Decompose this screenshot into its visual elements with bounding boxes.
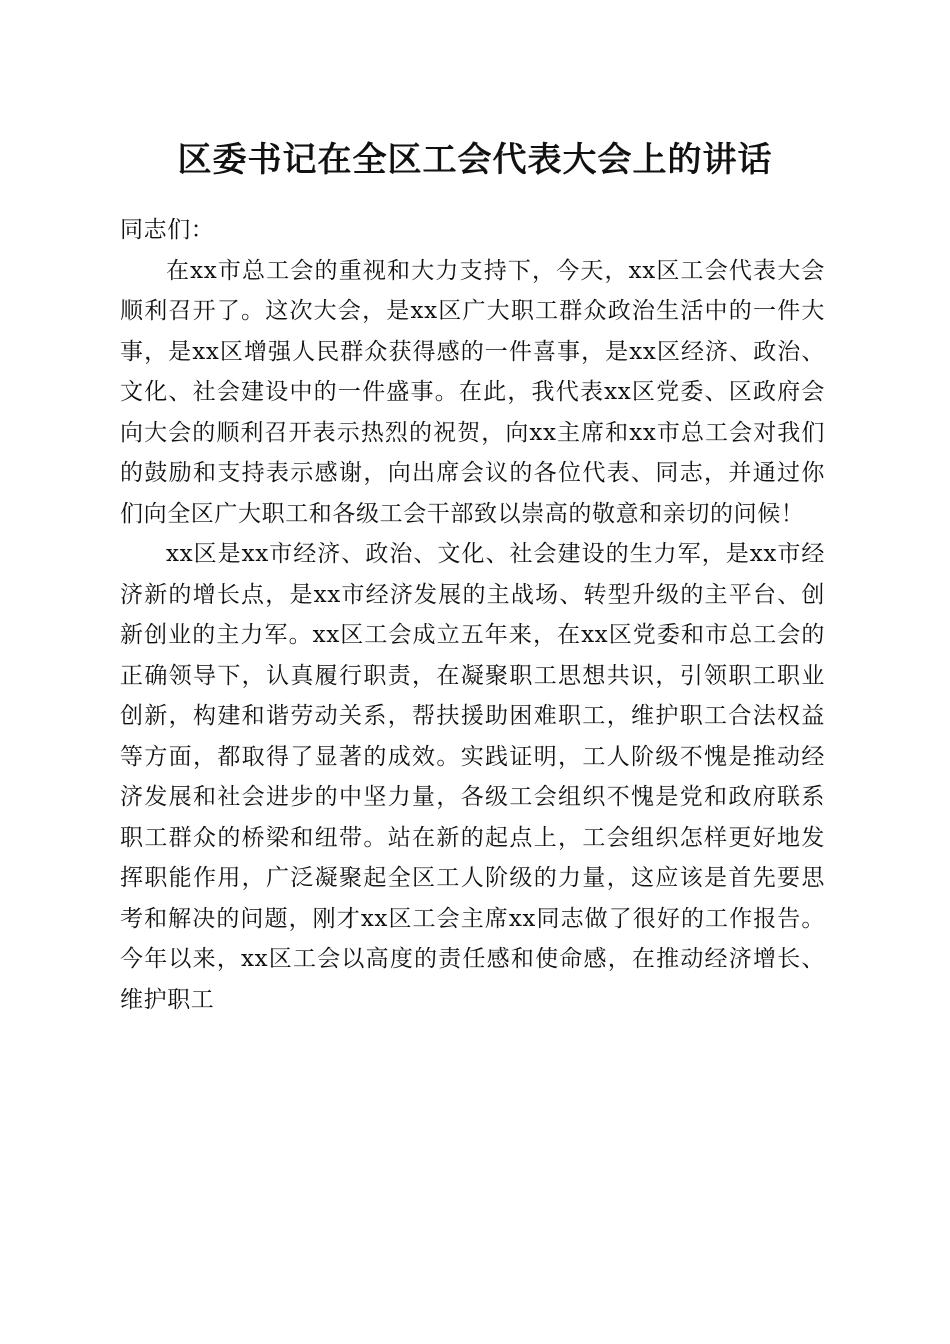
document-title: 区委书记在全区工会代表大会上的讲话 — [177, 140, 773, 180]
paragraph-district-overview: xx区是xx市经济、政治、文化、社会建设的生力军，是xx市经济新的增长点，是xx市经济发展的主战场、转型升级的主平台、创新创业的主力军。xx区工会成立五年来，在xx区党委和市总工会的正确领导下，认真履行职责，在凝聚职工思想共识，引领职工职业创新，构建和谐劳动关系，帮扶援助困难职工，维护职工合法权益等方面，都取得了显著的成效。实践证明，工人阶级不愧是推动经济发展和社会进步的中坚力量，各级工会组织不愧是党和政府联系职工群众的桥梁和纽带。站在新的起点上，工会组织怎样更好地发挥职能作用，广泛凝聚起全区工人阶级的力量，这应该是首先要思考和解决的问题，刚才xx区工会主席xx同志做了很好的工作报告。今年以来，xx区工会以高度的责任感和使命感，在推动经济增长、维护职工 — [120, 541, 825, 1013]
salutation: 同志们： — [120, 217, 215, 243]
document-body — [120, 210, 825, 1020]
paragraph-opening: 在xx市总工会的重视和大力支持下，今天，xx区工会代表大会顺利召开了。这次大会，是xx区广大职工群众政治生活中的一件大事，是xx区增强人民群众获得感的一件喜事，是xx区经济、政治、文化、社会建设中的一件盛事。在此，我代表xx区党委、区政府会向大会的顺利召开表示热烈的祝贺，向xx主席和xx市总工会对我们的鼓励和支持表示感谢，向出席会议的各位代表、同志，并通过你们向全区广大职工和各级工会干部致以崇高的敬意和亲切的问候！ — [120, 257, 825, 527]
